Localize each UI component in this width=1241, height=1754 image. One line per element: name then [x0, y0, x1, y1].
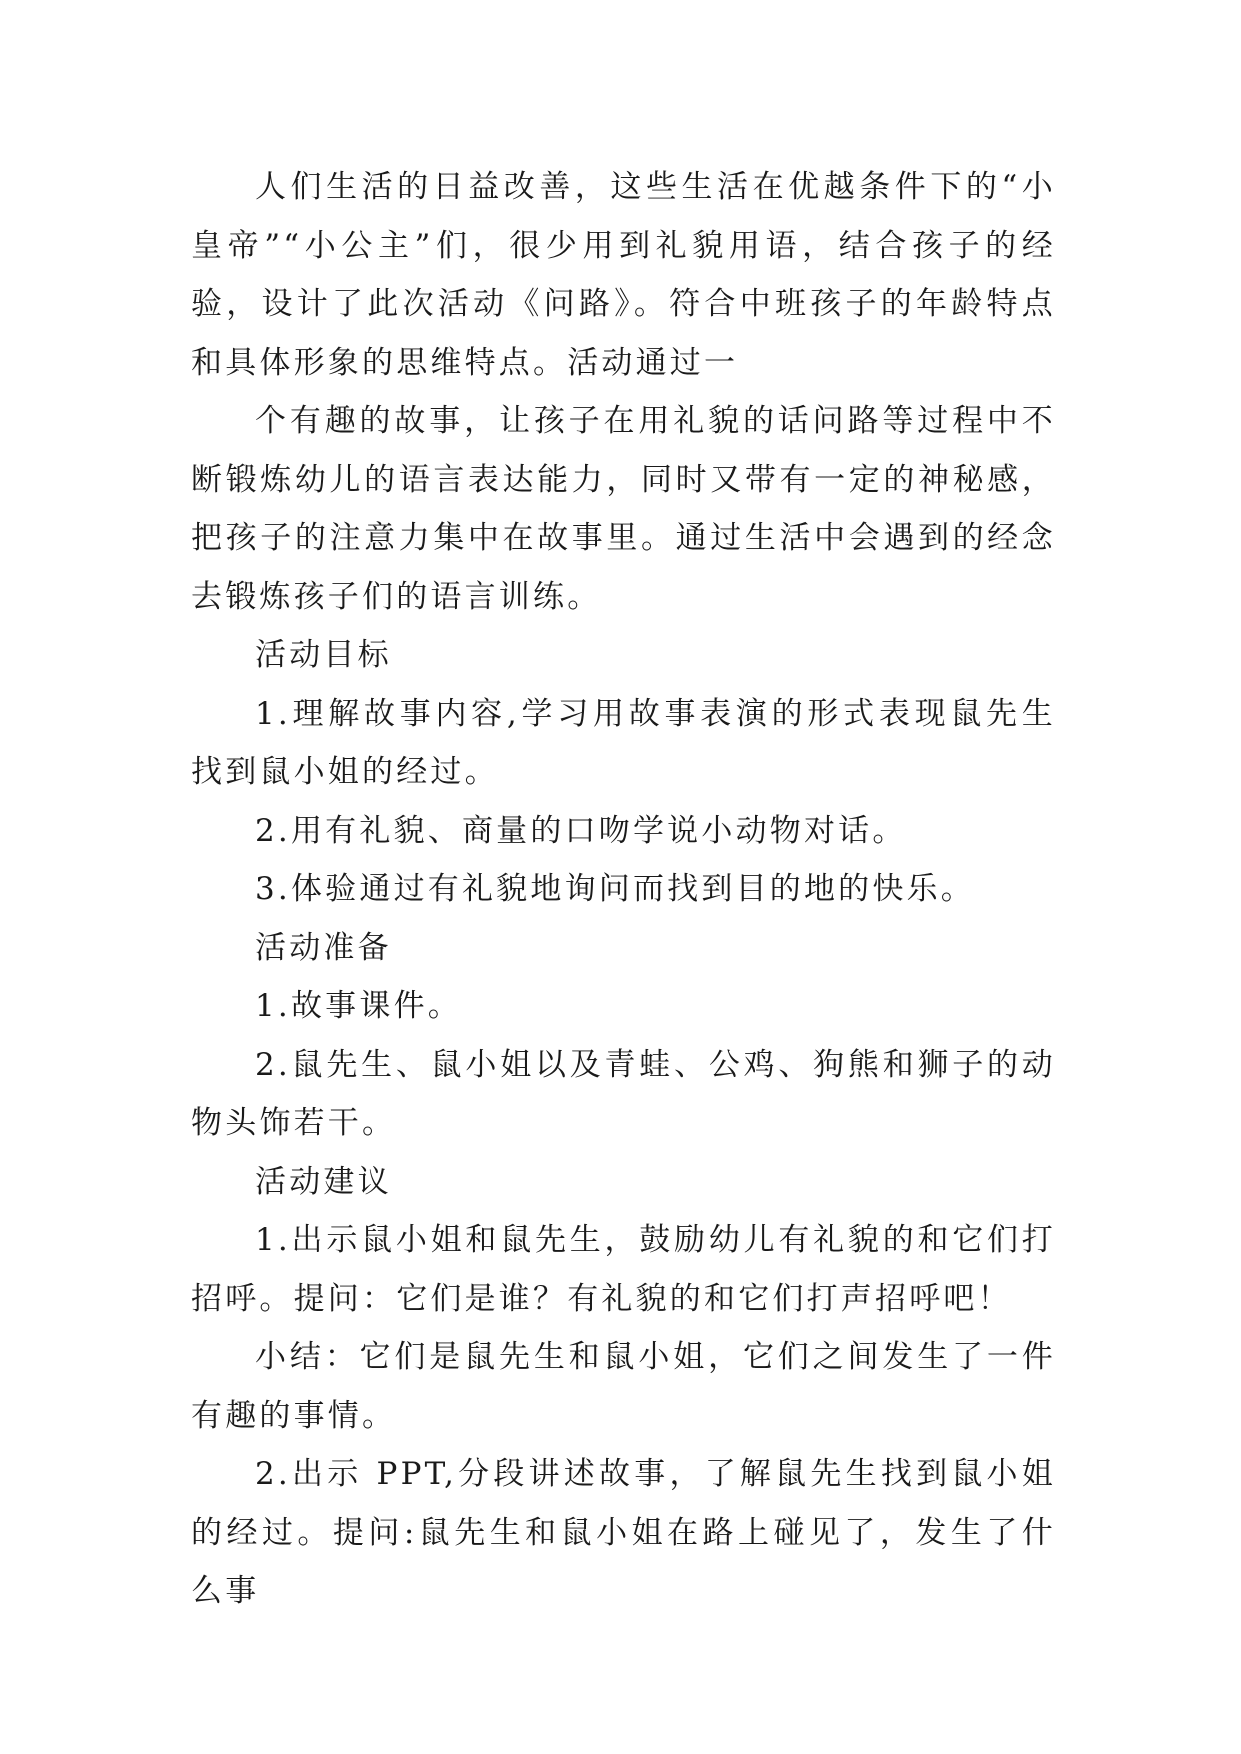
- intro-paragraph-2: 个有趣的故事，让孩子在用礼貌的话问路等过程中不断锻炼幼儿的语言表达能力，同时又带有一定的神秘感，把孩子的注意力集中在故事里。通过生活中会遇到的经念去锻炼孩子们的语言训练。: [191, 403, 1056, 615]
- intro-paragraph-1: 人们生活的日益改善，这些生活在优越条件下的“小皇帝”“小公主”们，很少用到礼貌用语，结合孩子的经验，设计了此次活动《问路》。符合中班孩子的年龄特点和具体形象的思维特点。活动通过一: [191, 169, 1056, 381]
- preparation-item-1: 1.故事课件。: [255, 988, 462, 1024]
- section-heading-goals: 活动目标: [255, 637, 392, 673]
- suggestion-item-2: 2.出示 PPT,分段讲述故事，了解鼠先生找到鼠小姐的经过。提问:鼠先生和鼠小姐在路上碰见了，发生了什么事: [191, 1456, 1056, 1609]
- goal-item-2: 2.用有礼貌、商量的口吻学说小动物对话。: [255, 812, 907, 849]
- section-heading-suggestions: 活动建议: [255, 1163, 392, 1200]
- document-body: [191, 158, 1056, 1621]
- preparation-item-2: 2.鼠先生、鼠小姐以及青蛙、公鸡、狗熊和狮子的动物头饰若干。: [191, 1046, 1056, 1141]
- suggestion-summary: 小结：它们是鼠先生和鼠小姐，它们之间发生了一件有趣的事情。: [191, 1339, 1056, 1434]
- suggestion-item-1: 1.出示鼠小姐和鼠先生，鼓励幼儿有礼貌的和它们打招呼。提问：它们是谁？有礼貌的和它们打声招呼吧！: [191, 1222, 1056, 1317]
- goal-item-1: 1.理解故事内容,学习用故事表演的形式表现鼠先生找到鼠小姐的经过。: [191, 695, 1056, 790]
- goal-item-3: 3.体验通过有礼貌地询问而找到目的地的快乐。: [255, 871, 975, 907]
- section-heading-preparation: 活动准备: [255, 929, 392, 966]
